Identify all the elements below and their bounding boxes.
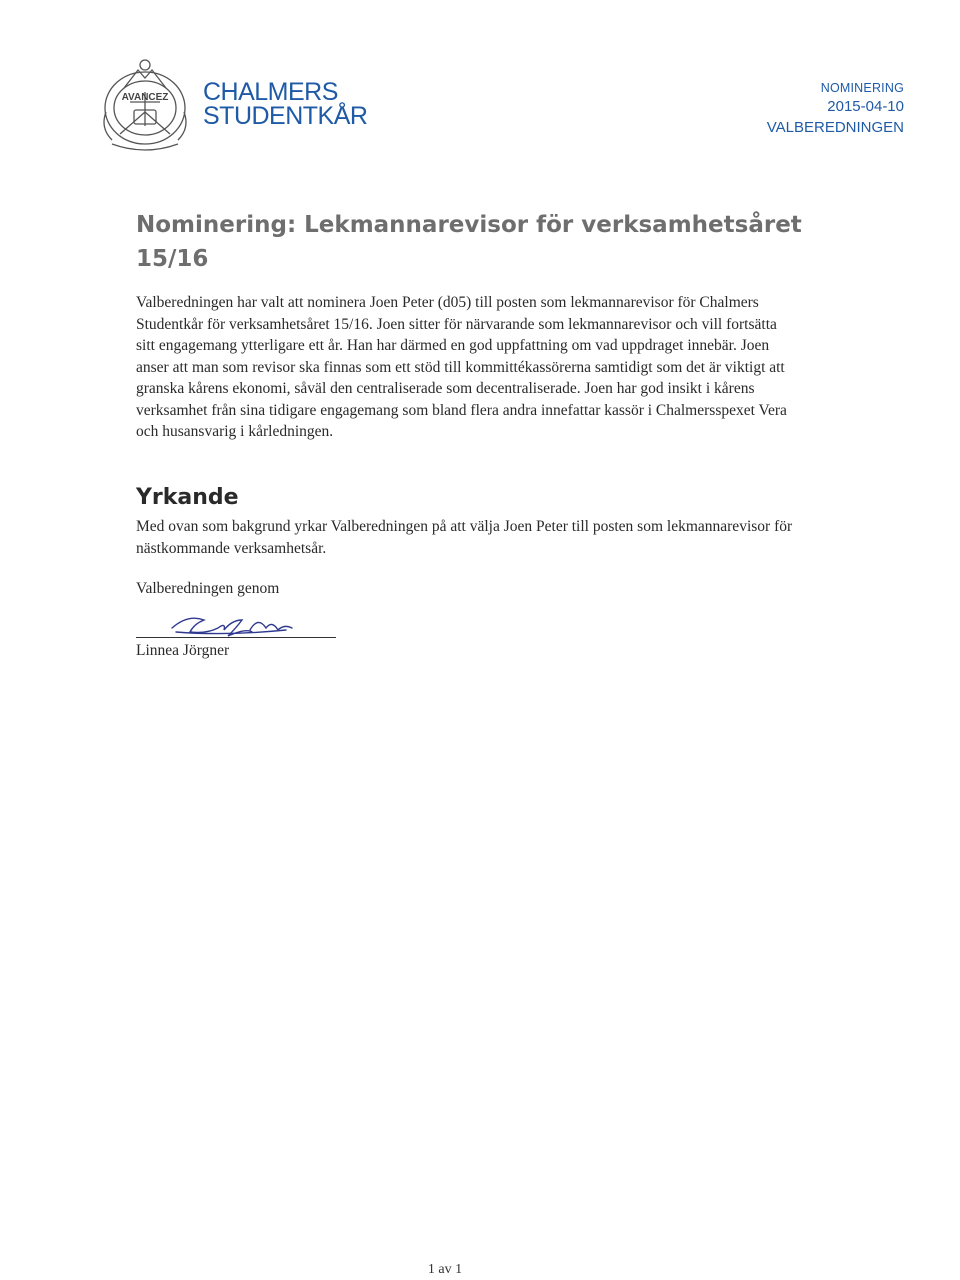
org-name-line2: STUDENTKÅR bbox=[203, 102, 368, 130]
org-name-line1: CHALMERS bbox=[203, 78, 338, 106]
document-title: Nominering: Lekmannarevisor för verksamhetsåret 15/16 bbox=[136, 212, 802, 272]
document-date: 2015-04-10 bbox=[827, 98, 904, 115]
organization-name bbox=[203, 80, 367, 128]
page-number: 1 av 1 bbox=[427, 1262, 463, 1277]
signer-name: Linnea Jörgner bbox=[136, 642, 230, 659]
section-heading: Yrkande bbox=[136, 485, 239, 510]
motion-paragraph: Med ovan som bakgrund yrkar Valberedningen på att välja Joen Peter till posten som lekmannarevisor för nästkommande verksamhetsår. bbox=[136, 518, 793, 557]
document-type: NOMINERING bbox=[820, 81, 904, 95]
chalmers-crest-logo bbox=[90, 52, 200, 152]
closing-line: Valberedningen genom bbox=[136, 580, 280, 597]
signature-line bbox=[136, 637, 336, 638]
svg-text:AVANCEZ: AVANCEZ bbox=[121, 92, 169, 103]
document-meta bbox=[767, 80, 904, 138]
document-department: VALBEREDNINGEN bbox=[766, 119, 904, 136]
nomination-paragraph: Valberedningen har valt att nominera Joen Peter (d05) till posten som lekmannarevisor för Chalmers Studentkår för verksamhetsåret 15/16. Joen sitter för närvarande som lekmannarevisor och vill fortsätta sitt engagemang ytterligare ett år. Han har därmed en god uppfattning om vad uppdraget innebär. Joen anser att man som revisor ska finnas som ett stöd till kommittékassörerna samtidigt som det är viktigt att granska kårens ekonomi, såväl den centraliserade som decentraliserade. Joen har god insikt i kårens verksamhet från sina tidigare engagemang som bland flera andra innefattar kassör i Chalmersspexet Vera och husansvarig i kårledningen. bbox=[136, 294, 787, 440]
